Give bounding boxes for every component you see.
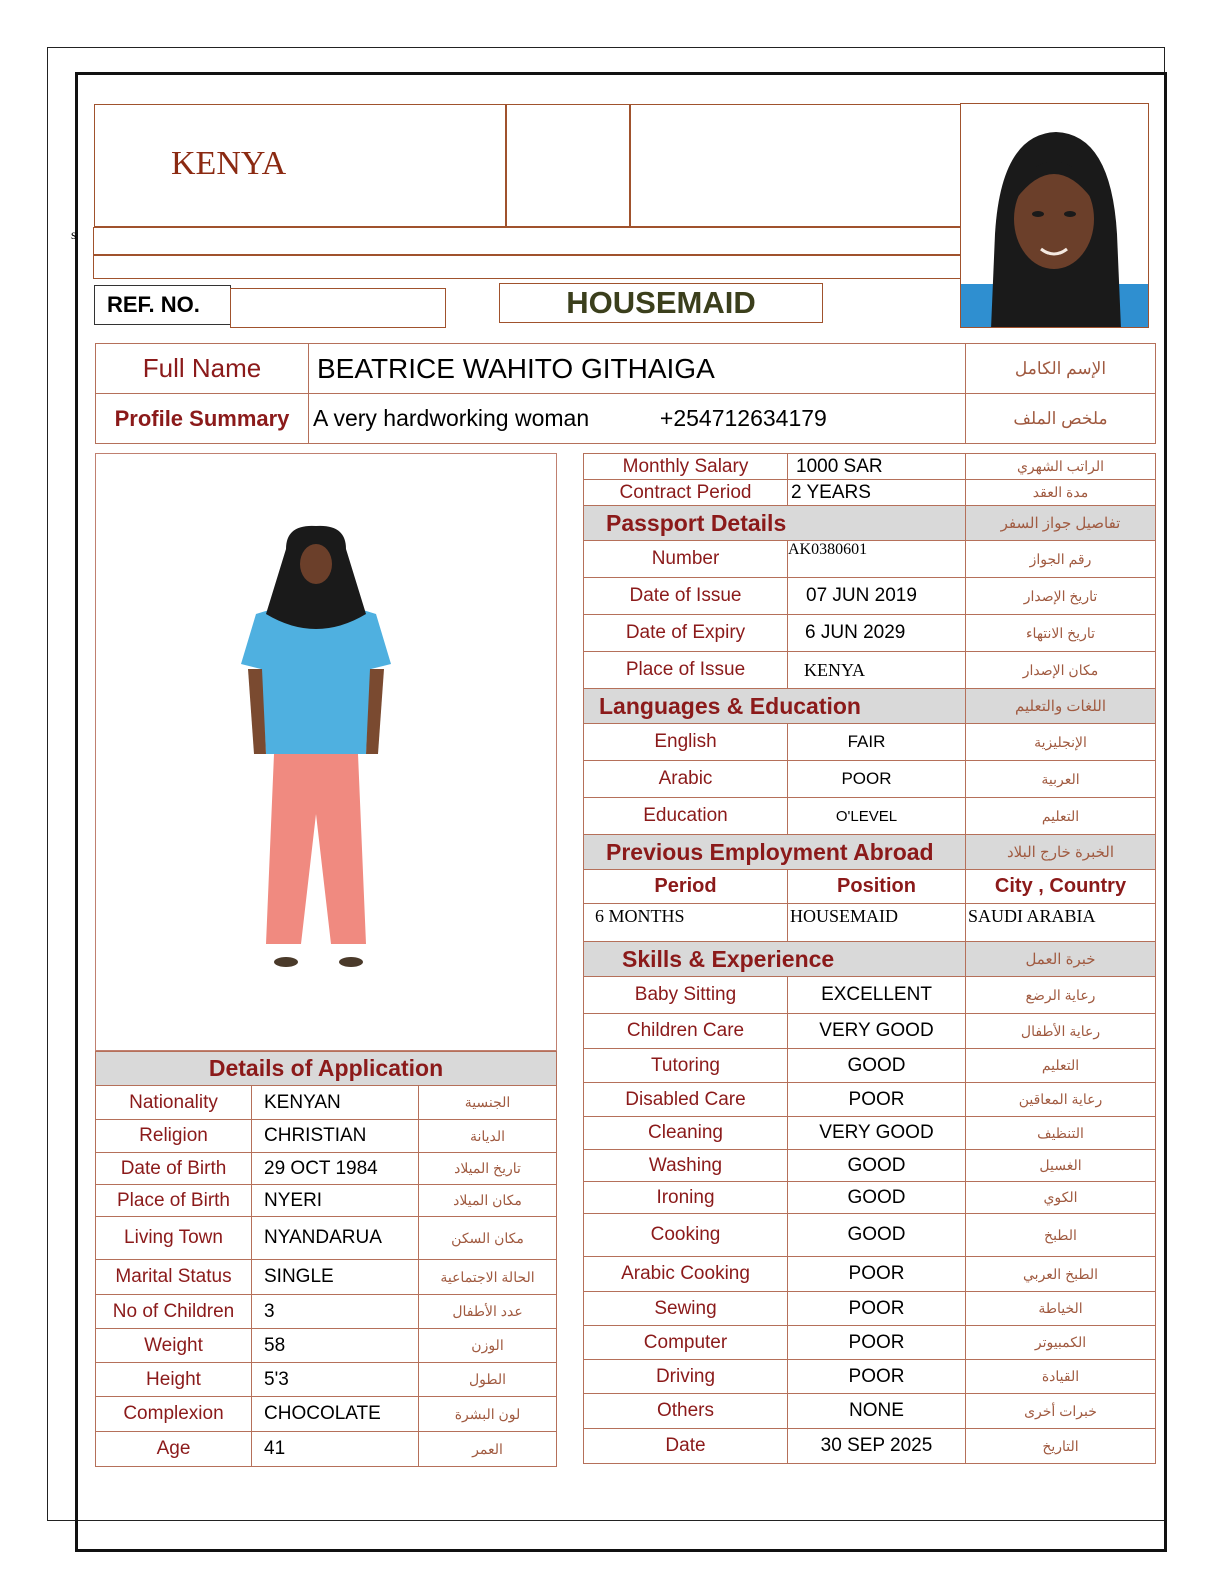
language-label: English: [584, 724, 788, 761]
language-level: FAIR: [788, 724, 966, 761]
skill-level: POOR: [788, 1083, 966, 1117]
contract-period-arabic: مدة العقد: [966, 480, 1156, 506]
skill-label: Children Care: [584, 1014, 788, 1049]
skill-arabic: رعاية الأطفال: [966, 1014, 1156, 1049]
country-box: [94, 104, 506, 227]
application-value: SINGLE: [252, 1260, 419, 1295]
application-arabic: مكان السكن: [419, 1217, 557, 1260]
application-value: 58: [252, 1329, 419, 1363]
application-arabic: الديانة: [419, 1120, 557, 1153]
skill-level: GOOD: [788, 1182, 966, 1214]
skill-arabic: رعاية المعاقين: [966, 1083, 1156, 1117]
ref-no-value: [230, 288, 446, 328]
application-arabic: الحالة الاجتماعية: [419, 1260, 557, 1295]
passport-issue-date: 07 JUN 2019: [788, 578, 966, 615]
skills-section-title: Skills & Experience: [584, 942, 966, 977]
summary-text: A very hardworking woman: [313, 405, 590, 431]
skill-label: Tutoring: [584, 1049, 788, 1083]
details-table: [583, 453, 1156, 1464]
application-label: Nationality: [96, 1086, 252, 1120]
education-level: O'LEVEL: [788, 798, 966, 835]
skill-arabic: الغسيل: [966, 1150, 1156, 1182]
skill-arabic: الكمبيوتر: [966, 1326, 1156, 1360]
passport-arabic: تاريخ الإصدار: [966, 578, 1156, 615]
employment-position-header: Position: [788, 870, 966, 904]
application-arabic: عدد الأطفال: [419, 1295, 557, 1329]
portrait-illustration: [961, 104, 1149, 328]
application-value: 5'3: [252, 1363, 419, 1397]
skill-label: Baby Sitting: [584, 977, 788, 1014]
full-body-photo: [95, 453, 557, 1051]
header-blank-box-2: [630, 104, 961, 227]
employment-position: HOUSEMAID: [788, 904, 966, 942]
salary-label: Monthly Salary: [584, 454, 788, 480]
application-label: Living Town: [96, 1217, 252, 1260]
passport-section-arabic: تفاصيل جواز السفر: [966, 506, 1156, 541]
skill-level: POOR: [788, 1257, 966, 1292]
passport-arabic: مكان الإصدار: [966, 652, 1156, 689]
passport-label: Place of Issue: [584, 652, 788, 689]
application-label: Place of Birth: [96, 1185, 252, 1217]
ref-no-label: REF. NO.: [94, 285, 231, 325]
passport-expiry-date: 6 JUN 2029: [788, 615, 966, 652]
skill-arabic: القيادة: [966, 1360, 1156, 1394]
skill-label: Others: [584, 1394, 788, 1429]
skill-arabic: الكوي: [966, 1182, 1156, 1214]
application-arabic: الوزن: [419, 1329, 557, 1363]
application-label: Marital Status: [96, 1260, 252, 1295]
position-title: HOUSEMAID: [499, 283, 823, 323]
date-arabic: التاريخ: [966, 1429, 1156, 1464]
contract-period-label: Contract Period: [584, 480, 788, 506]
employment-header-separator: ,: [1038, 875, 1044, 897]
application-label: Age: [96, 1432, 252, 1467]
skill-level: GOOD: [788, 1049, 966, 1083]
portrait-photo: [960, 103, 1149, 328]
passport-section-title: Passport Details: [584, 506, 966, 541]
skill-arabic: خبرات أخرى: [966, 1394, 1156, 1429]
application-value: 29 OCT 1984: [252, 1153, 419, 1185]
skill-level: POOR: [788, 1360, 966, 1394]
passport-place: KENYA: [788, 652, 966, 689]
skill-arabic: التعليم: [966, 1049, 1156, 1083]
skill-level: POOR: [788, 1326, 966, 1360]
employment-period-header: Period: [584, 870, 788, 904]
skills-section-arabic: خبرة العمل: [966, 942, 1156, 977]
employment-period: 6 MONTHS: [584, 904, 788, 942]
passport-label: Date of Expiry: [584, 615, 788, 652]
application-label: Height: [96, 1363, 252, 1397]
language-level: POOR: [788, 761, 966, 798]
date-value: 30 SEP 2025: [788, 1429, 966, 1464]
full-name-arabic: الإسم الكامل: [966, 344, 1156, 394]
language-label: Arabic: [584, 761, 788, 798]
application-value: 3: [252, 1295, 419, 1329]
application-arabic: الطول: [419, 1363, 557, 1397]
application-value: 41: [252, 1432, 419, 1467]
skill-label: Cleaning: [584, 1117, 788, 1150]
application-arabic: مكان الميلاد: [419, 1185, 557, 1217]
application-arabic: الجنسية: [419, 1086, 557, 1120]
skill-arabic: الخياطة: [966, 1292, 1156, 1326]
header-strip-2: [93, 255, 961, 279]
passport-arabic: تاريخ الانتهاء: [966, 615, 1156, 652]
full-body-illustration: [96, 454, 556, 1050]
profile-table: [95, 343, 1156, 444]
header-blank-box: [506, 104, 630, 227]
application-label: Religion: [96, 1120, 252, 1153]
languages-section-title: Languages & Education: [584, 689, 966, 724]
date-label: Date: [584, 1429, 788, 1464]
salary-arabic: الراتب الشهري: [966, 454, 1156, 480]
full-name-value: BEATRICE WAHITO GITHAIGA: [309, 344, 966, 394]
skill-arabic: الطبخ العربي: [966, 1257, 1156, 1292]
salary-value: 1000 SAR: [788, 454, 966, 480]
contract-period-value: 2 YEARS: [788, 480, 966, 506]
application-arabic: تاريخ الميلاد: [419, 1153, 557, 1185]
application-label: Weight: [96, 1329, 252, 1363]
employment-section-arabic: الخبرة خارج البلاد: [966, 835, 1156, 870]
application-table: [95, 1051, 557, 1467]
skill-label: Sewing: [584, 1292, 788, 1326]
employment-location-header: [966, 870, 1156, 904]
skill-label: Cooking: [584, 1214, 788, 1257]
skill-label: Arabic Cooking: [584, 1257, 788, 1292]
skill-level: EXCELLENT: [788, 977, 966, 1014]
profile-summary-value: [309, 394, 966, 444]
skill-level: VERY GOOD: [788, 1014, 966, 1049]
application-value: NYANDARUA: [252, 1217, 419, 1260]
application-value: CHRISTIAN: [252, 1120, 419, 1153]
skill-level: NONE: [788, 1394, 966, 1429]
skill-arabic: التنظيف: [966, 1117, 1156, 1150]
passport-number: AK0380601: [788, 541, 966, 578]
passport-label: Date of Issue: [584, 578, 788, 615]
passport-arabic: رقم الجواز: [966, 541, 1156, 578]
application-value: CHOCOLATE: [252, 1397, 419, 1432]
full-name-label: Full Name: [96, 344, 309, 394]
languages-section-arabic: اللغات والتعليم: [966, 689, 1156, 724]
application-value: KENYAN: [252, 1086, 419, 1120]
skill-arabic: رعاية الرضع: [966, 977, 1156, 1014]
application-title: Details of Application: [96, 1052, 557, 1086]
education-arabic: التعليم: [966, 798, 1156, 835]
language-arabic: العربية: [966, 761, 1156, 798]
skill-level: POOR: [788, 1292, 966, 1326]
profile-summary-label: Profile Summary: [96, 394, 309, 444]
application-arabic: العمر: [419, 1432, 557, 1467]
passport-label: Number: [584, 541, 788, 578]
employment-place: SAUDI ARABIA: [966, 904, 1156, 942]
application-arabic: لون البشرة: [419, 1397, 557, 1432]
header-strip-1: [93, 227, 961, 255]
application-label: Date of Birth: [96, 1153, 252, 1185]
skill-label: Computer: [584, 1326, 788, 1360]
skill-level: GOOD: [788, 1150, 966, 1182]
skill-label: Washing: [584, 1150, 788, 1182]
skill-label: Ironing: [584, 1182, 788, 1214]
country-name: KENYA: [171, 145, 287, 182]
stray-mark: s: [71, 228, 77, 243]
skill-label: Disabled Care: [584, 1083, 788, 1117]
phone-number: +254712634179: [659, 405, 827, 431]
skill-label: Driving: [584, 1360, 788, 1394]
employment-city-header: City: [994, 875, 1033, 897]
language-arabic: الإنجليزية: [966, 724, 1156, 761]
employment-section-title: Previous Employment Abroad: [584, 835, 966, 870]
skill-arabic: الطبخ: [966, 1214, 1156, 1257]
application-value: NYERI: [252, 1185, 419, 1217]
profile-summary-arabic: ملخص الملف: [966, 394, 1156, 444]
application-label: Complexion: [96, 1397, 252, 1432]
employment-country-header: Country: [1049, 875, 1127, 897]
application-label: No of Children: [96, 1295, 252, 1329]
skill-level: VERY GOOD: [788, 1117, 966, 1150]
skill-level: GOOD: [788, 1214, 966, 1257]
education-label: Education: [584, 798, 788, 835]
